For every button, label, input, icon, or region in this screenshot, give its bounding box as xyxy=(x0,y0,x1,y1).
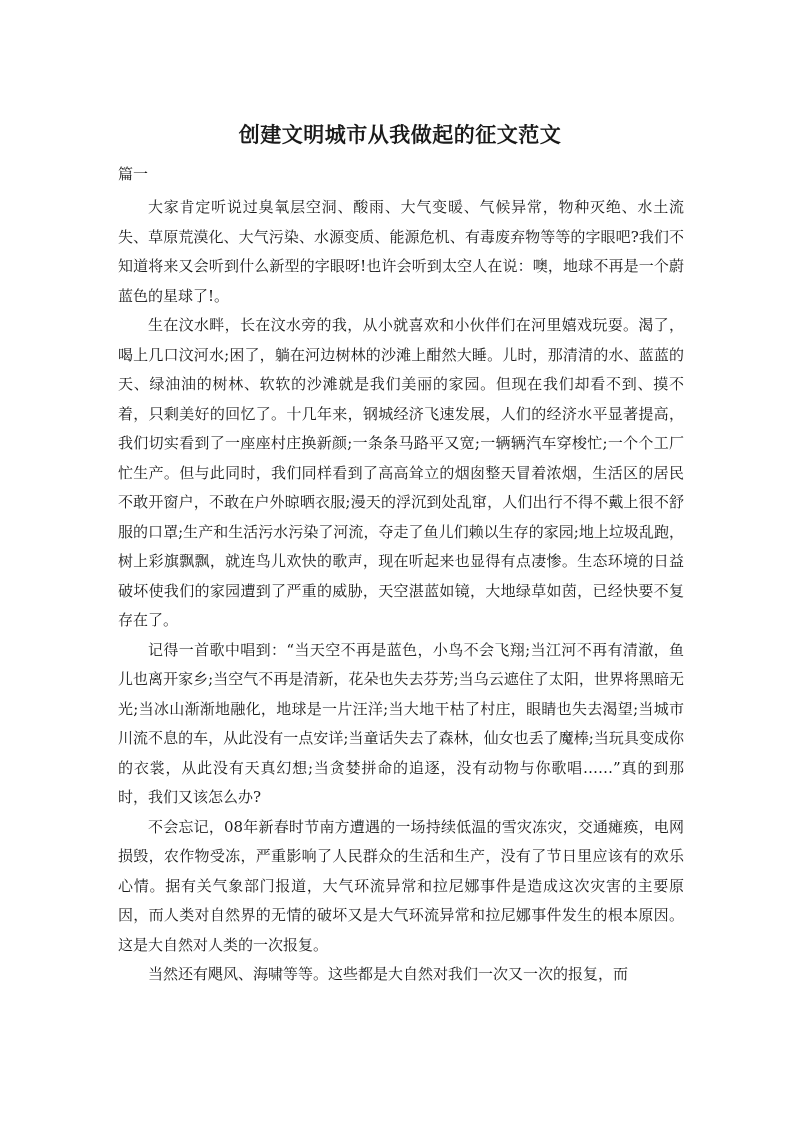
document-title: 创建文明城市从我做起的征文范文 xyxy=(238,123,562,147)
paragraph-2: 生在汶水畔，长在汶水旁的我，从小就喜欢和小伙伴们在河里嬉戏玩耍。渴了，喝上几口汶河水;困了，躺在河边树林的沙滩上酣然大睡。儿时，那清清的水、蓝蓝的天、绿油油的树林、软软的沙滩就是我们美丽的家园。但现在我们却看不到、摸不着，只剩美好的回忆了。十几年来，钢城经济飞速发展，人们的经济水平显著提高，我们切实看到了一座座村庄换新颜;一条条马路平又宽;一辆辆汽车穿梭忙;一个个工厂忙生产。但与此同时，我们同样看到了高高耸立的烟囱整天冒着浓烟，生活区的居民不敢开窗户，不敢在户外晾晒衣服;漫天的浮沉到处乱窜，人们出行不得不戴上很不舒服的口罩;生产和生活污水污染了河流，夺走了鱼儿们赖以生存的家园;地上垃圾乱跑，树上彩旗飘飘，就连鸟儿欢快的歌声，现在听起来也显得有点凄惨。生态环境的日益破坏使我们的家园遭到了严重的威胁，天空湛蓝如镜，大地绿草如茵，已经快要不复存在了。 xyxy=(118,316,684,629)
paragraph-4: 不会忘记，08年新春时节南方遭遇的一场持续低温的雪灾冻灾，交通瘫痪，电网损毁，农作物受冻，严重影响了人民群众的生活和生产，没有了节日里应该有的欢乐心情。据有关气象部门报道，大气环流异常和拉尼娜事件是造成这次灾害的主要原因，而人类对自然界的无情的破坏又是大气环流异常和拉尼娜事件发生的根本原因。这是大自然对人类的一次报复。 xyxy=(118,817,684,954)
paragraph-3: 记得一首歌中唱到：“当天空不再是蓝色，小鸟不会飞翔;当江河不再有清澈，鱼儿也离开家乡;当空气不再是清新，花朵也失去芬芳;当乌云遮住了太阳，世界将黑暗无光;当冰山渐渐地融化，地球是一片汪洋;当大地干枯了村庄，眼睛也失去渴望;当城市川流不息的车，从此没有一点安详;当童话失去了森林，仙女也丢了魔棒;当玩具变成你的衣裳，从此没有天真幻想;当贪婪拼命的追逐，没有动物与你歌唱……”真的到那时，我们又该怎么办? xyxy=(118,640,684,806)
section-label: 篇一 xyxy=(118,165,149,183)
paragraph-5: 当然还有飓风、海啸等等。这些都是大自然对我们一次又一次的报复，而 xyxy=(148,965,629,983)
document-body xyxy=(118,193,684,990)
paragraph-1: 大家肯定听说过臭氧层空洞、酸雨、大气变暖、气候异常，物种灭绝、水土流失、草原荒漠化、大气污染、水源变质、能源危机、有毒废弃物等等的字眼吧?我们不知道将来又会听到什么新型的字眼呀!也许会听到太空人在说：噢，地球不再是一个蔚蓝色的星球了!。 xyxy=(118,198,684,305)
